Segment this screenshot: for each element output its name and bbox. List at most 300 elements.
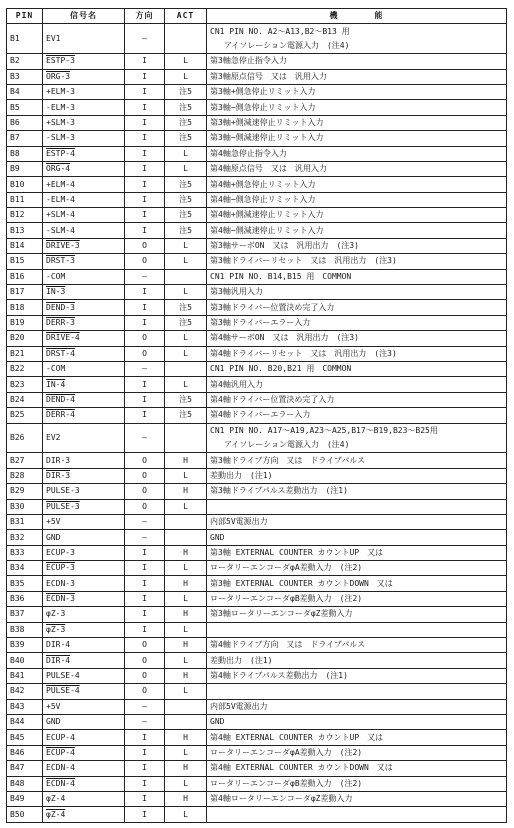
function-text: GND (210, 532, 225, 542)
signal-cell: DIR-3 (43, 453, 125, 468)
function-text: 第3軸 EXTERNAL COUNTER カウントDOWN 又は (210, 578, 393, 588)
pin-cell: B26 (7, 423, 43, 453)
act-cell (165, 715, 207, 730)
table-row (7, 423, 507, 453)
function-text: 第4軸急停止指令入力 (210, 148, 287, 158)
act-cell: 注5 (165, 300, 207, 315)
function-text: 第4軸ドライブパルス差動出力 (注1) (210, 671, 348, 681)
table-row (7, 715, 507, 730)
function-cell (207, 208, 507, 223)
function-text: アイソレーション電源入力 (注4) (224, 40, 350, 50)
signal-cell: DERR-3 (43, 315, 125, 330)
signal-cell: -COM (43, 269, 125, 284)
act-cell (165, 362, 207, 377)
function-cell (207, 115, 507, 130)
table-row (7, 223, 507, 238)
pin-cell: B6 (7, 115, 43, 130)
table-row (7, 208, 507, 223)
function-text: CN1 PIN NO. A17〜A19,A23〜A25,B17〜B19,B23〜B25用 (210, 425, 438, 435)
table-row (7, 100, 507, 115)
signal-cell: PULSE-3 (43, 499, 125, 514)
pin-cell: B4 (7, 84, 43, 99)
table-row (7, 761, 507, 776)
function-text: 第4軸ドライバー位置決め完了入力 (210, 394, 335, 404)
direction-cell: — (125, 269, 165, 284)
pin-cell: B40 (7, 653, 43, 668)
function-text: 第3軸ドライバー位置決め完了入力 (210, 302, 335, 312)
table-row (7, 300, 507, 315)
signal-cell: -ELM-3 (43, 100, 125, 115)
pin-assignment-sheet (6, 8, 506, 823)
act-cell: H (165, 791, 207, 806)
direction-cell: I (125, 300, 165, 315)
act-cell: L (165, 561, 207, 576)
signal-cell: PULSE-3 (43, 484, 125, 499)
direction-cell: O (125, 668, 165, 683)
act-cell: L (165, 377, 207, 392)
pin-cell: B30 (7, 499, 43, 514)
act-cell: 注5 (165, 84, 207, 99)
table-row (7, 346, 507, 361)
signal-cell: DEND-4 (43, 392, 125, 407)
function-text: 第4軸サーボON 又は 汎用出力 (注3) (210, 333, 359, 343)
act-cell: L (165, 591, 207, 606)
signal-cell: +5V (43, 699, 125, 714)
pin-cell: B10 (7, 177, 43, 192)
function-text: 第4軸+側急停止リミット入力 (210, 179, 316, 189)
pin-cell: B33 (7, 545, 43, 560)
direction-cell: I (125, 100, 165, 115)
signal-cell: ECDN-3 (43, 591, 125, 606)
function-cell (207, 684, 507, 699)
table-row (7, 362, 507, 377)
pin-cell: B28 (7, 468, 43, 483)
pin-cell: B34 (7, 561, 43, 576)
direction-cell: — (125, 715, 165, 730)
act-cell: L (165, 331, 207, 346)
signal-cell: GND (43, 715, 125, 730)
signal-cell: ORG-3 (43, 69, 125, 84)
signal-cell: DERR-4 (43, 408, 125, 423)
act-cell: L (165, 238, 207, 253)
act-cell: 注5 (165, 208, 207, 223)
signal-cell: -SLM-4 (43, 223, 125, 238)
direction-cell: — (125, 362, 165, 377)
pin-cell: B2 (7, 54, 43, 69)
function-text: 第3軸サーボON 又は 汎用出力 (注3) (210, 241, 359, 251)
direction-cell: I (125, 161, 165, 176)
act-cell: L (165, 161, 207, 176)
direction-cell: O (125, 499, 165, 514)
direction-cell: I (125, 745, 165, 760)
act-cell: L (165, 499, 207, 514)
act-cell: H (165, 668, 207, 683)
direction-cell: O (125, 653, 165, 668)
direction-cell: O (125, 346, 165, 361)
function-text: 第4軸ドライブ方向 又は ドライブパルス (210, 640, 365, 650)
function-cell (207, 223, 507, 238)
direction-cell: I (125, 622, 165, 637)
function-text: 第3軸−側急停止リミット入力 (210, 102, 316, 112)
signal-cell: DRST-4 (43, 346, 125, 361)
act-cell: L (165, 807, 207, 822)
function-cell (207, 238, 507, 253)
act-cell: 注5 (165, 192, 207, 207)
function-cell (207, 453, 507, 468)
signal-cell: ORG-4 (43, 161, 125, 176)
signal-cell: GND (43, 530, 125, 545)
pin-cell: B23 (7, 377, 43, 392)
function-cell (207, 285, 507, 300)
function-cell (207, 346, 507, 361)
function-text: 第4軸ドライバーリセット 又は 汎用出力 (注3) (210, 348, 397, 358)
table-row (7, 607, 507, 622)
signal-cell: ECUP-4 (43, 745, 125, 760)
function-text: 内部5V電源出力 (210, 517, 268, 527)
header-pin: PIN (7, 9, 43, 24)
function-text: 内部5V電源出力 (210, 701, 268, 711)
pin-cell: B1 (7, 24, 43, 54)
pin-cell: B22 (7, 362, 43, 377)
direction-cell: — (125, 514, 165, 529)
act-cell: 注5 (165, 223, 207, 238)
function-text: 第3軸ドライバーリセット 又は 汎用出力 (注3) (210, 256, 397, 266)
function-cell (207, 377, 507, 392)
direction-cell: — (125, 423, 165, 453)
direction-cell: I (125, 761, 165, 776)
direction-cell: I (125, 285, 165, 300)
direction-cell: O (125, 238, 165, 253)
function-text: 第3軸+側減速停止リミット入力 (210, 117, 324, 127)
signal-cell: DRIVE-3 (43, 238, 125, 253)
pin-cell: B14 (7, 238, 43, 253)
function-cell (207, 146, 507, 161)
function-cell (207, 468, 507, 483)
direction-cell: O (125, 331, 165, 346)
signal-cell: ESTP-3 (43, 54, 125, 69)
table-row (7, 776, 507, 791)
direction-cell: I (125, 408, 165, 423)
table-row (7, 576, 507, 591)
function-cell (207, 24, 507, 54)
function-text: 第3軸ドライバーエラー入力 (210, 318, 311, 328)
direction-cell: I (125, 807, 165, 822)
function-text: 第4軸 EXTERNAL COUNTER カウントUP 又は (210, 732, 384, 742)
table-row (7, 668, 507, 683)
signal-cell: DRIVE-4 (43, 331, 125, 346)
table-row (7, 269, 507, 284)
function-cell (207, 591, 507, 606)
function-text: GND (210, 717, 225, 727)
act-cell: L (165, 622, 207, 637)
pin-cell: B20 (7, 331, 43, 346)
act-cell: H (165, 453, 207, 468)
direction-cell: I (125, 223, 165, 238)
pin-cell: B18 (7, 300, 43, 315)
function-text: 第4軸ロータリーエンコーダφZ差動入力 (210, 794, 353, 804)
table-row (7, 453, 507, 468)
function-cell (207, 791, 507, 806)
direction-cell: I (125, 192, 165, 207)
pin-cell: B43 (7, 699, 43, 714)
function-cell (207, 254, 507, 269)
direction-cell: I (125, 576, 165, 591)
function-cell (207, 315, 507, 330)
pin-cell: B47 (7, 761, 43, 776)
act-cell (165, 530, 207, 545)
pin-cell: B49 (7, 791, 43, 806)
direction-cell: I (125, 545, 165, 560)
direction-cell: O (125, 254, 165, 269)
function-text: CN1 PIN NO. A2〜A13,B2〜B13 用 (210, 26, 350, 36)
signal-cell: DIR-4 (43, 653, 125, 668)
pin-cell: B27 (7, 453, 43, 468)
function-cell (207, 761, 507, 776)
table-row (7, 331, 507, 346)
pin-cell: B48 (7, 776, 43, 791)
table-row (7, 699, 507, 714)
table-row (7, 561, 507, 576)
function-cell (207, 561, 507, 576)
function-text: 第3軸急停止指令入力 (210, 56, 287, 66)
direction-cell: I (125, 315, 165, 330)
table-row (7, 285, 507, 300)
function-text: 第3軸ドライブパルス差動出力 (注1) (210, 486, 348, 496)
act-cell: H (165, 761, 207, 776)
act-cell: 注5 (165, 100, 207, 115)
direction-cell: I (125, 131, 165, 146)
table-row (7, 638, 507, 653)
function-cell (207, 730, 507, 745)
table-row (7, 622, 507, 637)
direction-cell: I (125, 377, 165, 392)
pin-cell: B11 (7, 192, 43, 207)
pin-cell: B13 (7, 223, 43, 238)
signal-cell: DIR-4 (43, 638, 125, 653)
act-cell: L (165, 54, 207, 69)
act-cell: H (165, 545, 207, 560)
function-text: 第3軸原点信号 又は 汎用入力 (210, 71, 327, 81)
direction-cell: O (125, 484, 165, 499)
pin-cell: B29 (7, 484, 43, 499)
direction-cell: I (125, 392, 165, 407)
function-cell (207, 84, 507, 99)
header-direction: 方向 (125, 9, 165, 24)
function-cell (207, 408, 507, 423)
function-cell (207, 745, 507, 760)
table-row (7, 69, 507, 84)
act-cell: 注5 (165, 392, 207, 407)
function-cell (207, 177, 507, 192)
function-text: 差動出力 (注1) (210, 470, 273, 480)
act-cell: L (165, 285, 207, 300)
signal-cell: IN-4 (43, 377, 125, 392)
direction-cell: — (125, 699, 165, 714)
signal-cell: EV1 (43, 24, 125, 54)
function-cell (207, 668, 507, 683)
table-row (7, 84, 507, 99)
table-row (7, 545, 507, 560)
pin-cell: B3 (7, 69, 43, 84)
function-cell (207, 392, 507, 407)
pin-cell: B42 (7, 684, 43, 699)
function-text: CN1 PIN NO. B20,B21 用 COMMON (210, 364, 352, 374)
signal-cell: ECDN-3 (43, 576, 125, 591)
header-act: ACT (165, 9, 207, 24)
header-row (7, 9, 507, 24)
function-text: 第4軸原点信号 又は 汎用入力 (210, 164, 327, 174)
function-text: 第4軸 EXTERNAL COUNTER カウントDOWN 又は (210, 763, 393, 773)
function-cell (207, 499, 507, 514)
function-cell (207, 638, 507, 653)
pin-cell: B45 (7, 730, 43, 745)
act-cell: L (165, 146, 207, 161)
function-cell (207, 300, 507, 315)
table-row (7, 530, 507, 545)
signal-cell: ECDN-4 (43, 776, 125, 791)
function-text: ロータリーエンコーダφA差動入力 (注2) (210, 563, 363, 573)
function-cell (207, 622, 507, 637)
function-text: 第4軸ドライバーエラー入力 (210, 410, 311, 420)
direction-cell: I (125, 561, 165, 576)
direction-cell: O (125, 468, 165, 483)
function-cell (207, 331, 507, 346)
pin-cell: B41 (7, 668, 43, 683)
direction-cell: — (125, 530, 165, 545)
table-row (7, 684, 507, 699)
act-cell: L (165, 346, 207, 361)
function-text: 第4軸+側減速停止リミット入力 (210, 210, 324, 220)
act-cell (165, 269, 207, 284)
function-cell (207, 653, 507, 668)
pin-cell: B36 (7, 591, 43, 606)
signal-cell: φZ-4 (43, 807, 125, 822)
signal-cell: φZ-3 (43, 607, 125, 622)
signal-cell: ECUP-4 (43, 730, 125, 745)
function-cell (207, 100, 507, 115)
act-cell: 注5 (165, 115, 207, 130)
pin-cell: B7 (7, 131, 43, 146)
pin-rows (7, 24, 507, 822)
function-cell (207, 545, 507, 560)
table-row (7, 238, 507, 253)
table-row (7, 730, 507, 745)
table-row (7, 315, 507, 330)
signal-cell: PULSE-4 (43, 668, 125, 683)
function-cell (207, 54, 507, 69)
act-cell: L (165, 776, 207, 791)
table-row (7, 377, 507, 392)
function-text: 第4軸−側急停止リミット入力 (210, 194, 316, 204)
table-row (7, 161, 507, 176)
function-cell (207, 776, 507, 791)
table-row (7, 408, 507, 423)
pin-cell: B15 (7, 254, 43, 269)
pin-cell: B31 (7, 514, 43, 529)
function-text: アイソレーション電源入力 (注4) (224, 439, 350, 449)
table-row (7, 192, 507, 207)
pin-cell: B9 (7, 161, 43, 176)
function-text: 差動出力 (注1) (210, 655, 273, 665)
signal-cell: +5V (43, 514, 125, 529)
table-row (7, 392, 507, 407)
pin-cell: B21 (7, 346, 43, 361)
function-text: ロータリーエンコーダφA差動入力 (注2) (210, 747, 363, 757)
pin-cell: B38 (7, 622, 43, 637)
direction-cell: I (125, 84, 165, 99)
table-row (7, 131, 507, 146)
table-row (7, 499, 507, 514)
direction-cell: O (125, 453, 165, 468)
function-text: 第4軸汎用入力 (210, 379, 263, 389)
function-cell (207, 362, 507, 377)
table-row (7, 591, 507, 606)
act-cell: L (165, 745, 207, 760)
signal-cell: IN-3 (43, 285, 125, 300)
direction-cell: I (125, 730, 165, 745)
pin-cell: B12 (7, 208, 43, 223)
function-cell (207, 423, 507, 453)
pin-cell: B17 (7, 285, 43, 300)
function-cell (207, 161, 507, 176)
direction-cell: I (125, 791, 165, 806)
signal-cell: φZ-3 (43, 622, 125, 637)
function-text: 第3軸−側減速停止リミット入力 (210, 133, 324, 143)
signal-cell: DIR-3 (43, 468, 125, 483)
direction-cell: I (125, 776, 165, 791)
function-cell (207, 192, 507, 207)
function-text: ロータリーエンコーダφB差動入力 (注2) (210, 778, 363, 788)
header-function: 機 能 (207, 9, 507, 24)
signal-cell: -ELM-4 (43, 192, 125, 207)
signal-cell: ESTP-4 (43, 146, 125, 161)
act-cell: L (165, 468, 207, 483)
table-row (7, 115, 507, 130)
pin-cell: B44 (7, 715, 43, 730)
signal-cell: DEND-3 (43, 300, 125, 315)
direction-cell: I (125, 177, 165, 192)
signal-cell: φZ-4 (43, 791, 125, 806)
signal-cell: EV2 (43, 423, 125, 453)
direction-cell: I (125, 146, 165, 161)
act-cell: H (165, 607, 207, 622)
act-cell (165, 699, 207, 714)
act-cell: 注5 (165, 177, 207, 192)
table-row (7, 484, 507, 499)
pin-cell: B35 (7, 576, 43, 591)
pin-cell: B39 (7, 638, 43, 653)
act-cell: L (165, 254, 207, 269)
function-text: 第3軸汎用入力 (210, 287, 263, 297)
direction-cell: I (125, 607, 165, 622)
pin-cell: B46 (7, 745, 43, 760)
table-row (7, 514, 507, 529)
function-cell (207, 514, 507, 529)
pin-cell: B50 (7, 807, 43, 822)
pin-table (6, 8, 507, 823)
pin-cell: B8 (7, 146, 43, 161)
act-cell: 注5 (165, 131, 207, 146)
signal-cell: -SLM-3 (43, 131, 125, 146)
act-cell: L (165, 684, 207, 699)
act-cell: H (165, 484, 207, 499)
table-row (7, 745, 507, 760)
signal-cell: +ELM-3 (43, 84, 125, 99)
function-cell (207, 699, 507, 714)
function-cell (207, 69, 507, 84)
act-cell (165, 423, 207, 453)
function-text: 第3軸 EXTERNAL COUNTER カウントUP 又は (210, 547, 384, 557)
